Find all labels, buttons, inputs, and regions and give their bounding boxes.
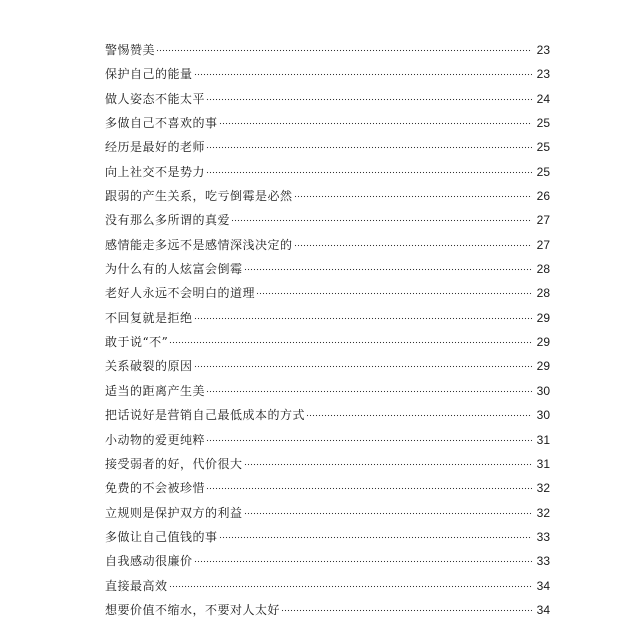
dot-leader <box>281 600 532 616</box>
dot-leader <box>244 503 532 519</box>
toc-entry-page: 33 <box>536 554 550 569</box>
toc-entry[interactable] <box>105 87 550 111</box>
toc-entry-title: 做人姿态不能太平 <box>105 91 206 106</box>
toc-entry-title: 跟弱的产生关系，吃亏倒霉是必然 <box>105 189 293 204</box>
dot-leader <box>156 40 532 56</box>
dot-leader <box>194 308 532 324</box>
toc-entry[interactable] <box>105 428 550 452</box>
toc-entry[interactable] <box>105 354 550 378</box>
toc-entry[interactable] <box>105 281 550 305</box>
toc-entry-page: 29 <box>536 359 550 374</box>
toc-entry-title: 向上社交不是势力 <box>105 164 206 179</box>
dot-leader <box>206 89 532 105</box>
toc-entry[interactable] <box>105 574 550 598</box>
toc-entry-page: 33 <box>536 529 550 544</box>
toc-entry[interactable] <box>105 330 550 354</box>
toc-entry-page: 29 <box>536 335 550 350</box>
dot-leader <box>219 527 532 543</box>
toc-entry[interactable] <box>105 135 550 159</box>
toc-entry-page: 25 <box>536 164 550 179</box>
dot-leader <box>206 430 532 446</box>
toc-entry-title: 为什么有的人炫富会倒霉 <box>105 262 243 277</box>
toc-entry[interactable] <box>105 476 550 500</box>
toc-entry-page: 28 <box>536 286 550 301</box>
toc-entry-page: 30 <box>536 383 550 398</box>
dot-leader <box>194 64 532 80</box>
dot-leader <box>231 210 532 226</box>
toc-entry-page: 31 <box>536 456 550 471</box>
toc-entry-page: 34 <box>536 578 550 593</box>
toc-entry-title: 适当的距离产生美 <box>105 383 206 398</box>
dot-leader <box>194 551 532 567</box>
toc-entry-title: 保护自己的能量 <box>105 67 193 82</box>
dot-leader <box>169 332 532 348</box>
toc-entry-page: 30 <box>536 408 550 423</box>
dot-leader <box>244 454 532 470</box>
toc-entry-page: 31 <box>536 432 550 447</box>
toc-entry-title: 想要价值不缩水，不要对人太好 <box>105 602 281 617</box>
toc-entry-title: 接受弱者的好，代价很大 <box>105 456 243 471</box>
dot-leader <box>206 381 532 397</box>
dot-leader <box>206 478 532 494</box>
dot-leader <box>256 283 532 299</box>
toc-entry-title: 把话说好是营销自己最低成本的方式 <box>105 408 306 423</box>
toc-entry-page: 24 <box>536 91 550 106</box>
dot-leader <box>219 113 532 129</box>
toc-entry[interactable] <box>105 111 550 135</box>
toc-entry[interactable] <box>105 257 550 281</box>
toc-entry-page: 25 <box>536 116 550 131</box>
toc-entry-title: 免费的不会被珍惜 <box>105 481 206 496</box>
toc-entry[interactable] <box>105 160 550 184</box>
dot-leader <box>306 405 532 421</box>
toc-entry-page: 26 <box>536 189 550 204</box>
toc-entry[interactable] <box>105 38 550 62</box>
toc-entry[interactable] <box>105 379 550 403</box>
toc-entry-title: 老好人永远不会明白的道理 <box>105 286 256 301</box>
dot-leader <box>294 235 532 251</box>
toc-entry-title: 立规则是保护双方的利益 <box>105 505 243 520</box>
toc-entry-title: 多做自己不喜欢的事 <box>105 116 218 131</box>
toc-entry[interactable] <box>105 501 550 525</box>
toc-entry-page: 23 <box>536 67 550 82</box>
toc-entry-title: 经历是最好的老师 <box>105 140 206 155</box>
dot-leader <box>294 186 532 202</box>
toc-entry-title: 小动物的爱更纯粹 <box>105 432 206 447</box>
toc-entry-page: 28 <box>536 262 550 277</box>
toc-entry-title: 警惕赞美 <box>105 43 156 57</box>
toc-entry-title: 不回复就是拒绝 <box>105 310 193 325</box>
toc-entry-title: 自我感动很廉价 <box>105 554 193 569</box>
toc-entry-page: 27 <box>536 237 550 252</box>
dot-leader <box>169 576 532 592</box>
toc-entry-page: 23 <box>536 43 550 57</box>
dot-leader <box>206 162 532 178</box>
toc-entry[interactable] <box>105 403 550 427</box>
toc-entry-title: 直接最高效 <box>105 578 168 593</box>
toc-entry[interactable] <box>105 306 550 330</box>
toc-entry-page: 34 <box>536 602 550 617</box>
dot-leader <box>206 137 532 153</box>
toc-entry-page: 25 <box>536 140 550 155</box>
toc-entry-page: 29 <box>536 310 550 325</box>
toc-entry[interactable] <box>105 184 550 208</box>
toc-entry-title: 感情能走多远不是感情深浅决定的 <box>105 237 293 252</box>
table-of-contents <box>105 38 550 622</box>
toc-entry[interactable] <box>105 598 550 622</box>
toc-entry-title: 没有那么多所谓的真爱 <box>105 213 231 228</box>
toc-entry[interactable] <box>105 208 550 232</box>
dot-leader <box>244 259 532 275</box>
toc-entry-title: 关系破裂的原因 <box>105 359 193 374</box>
toc-entry-page: 32 <box>536 505 550 520</box>
toc-entry-title: 敢于说“不” <box>105 335 169 350</box>
toc-entry[interactable] <box>105 525 550 549</box>
toc-entry-page: 32 <box>536 481 550 496</box>
toc-entry-title: 多做让自己值钱的事 <box>105 529 218 544</box>
toc-entry-page: 27 <box>536 213 550 228</box>
toc-entry[interactable] <box>105 233 550 257</box>
toc-entry[interactable] <box>105 549 550 573</box>
dot-leader <box>194 356 532 372</box>
toc-entry[interactable] <box>105 452 550 476</box>
toc-entry[interactable] <box>105 62 550 86</box>
